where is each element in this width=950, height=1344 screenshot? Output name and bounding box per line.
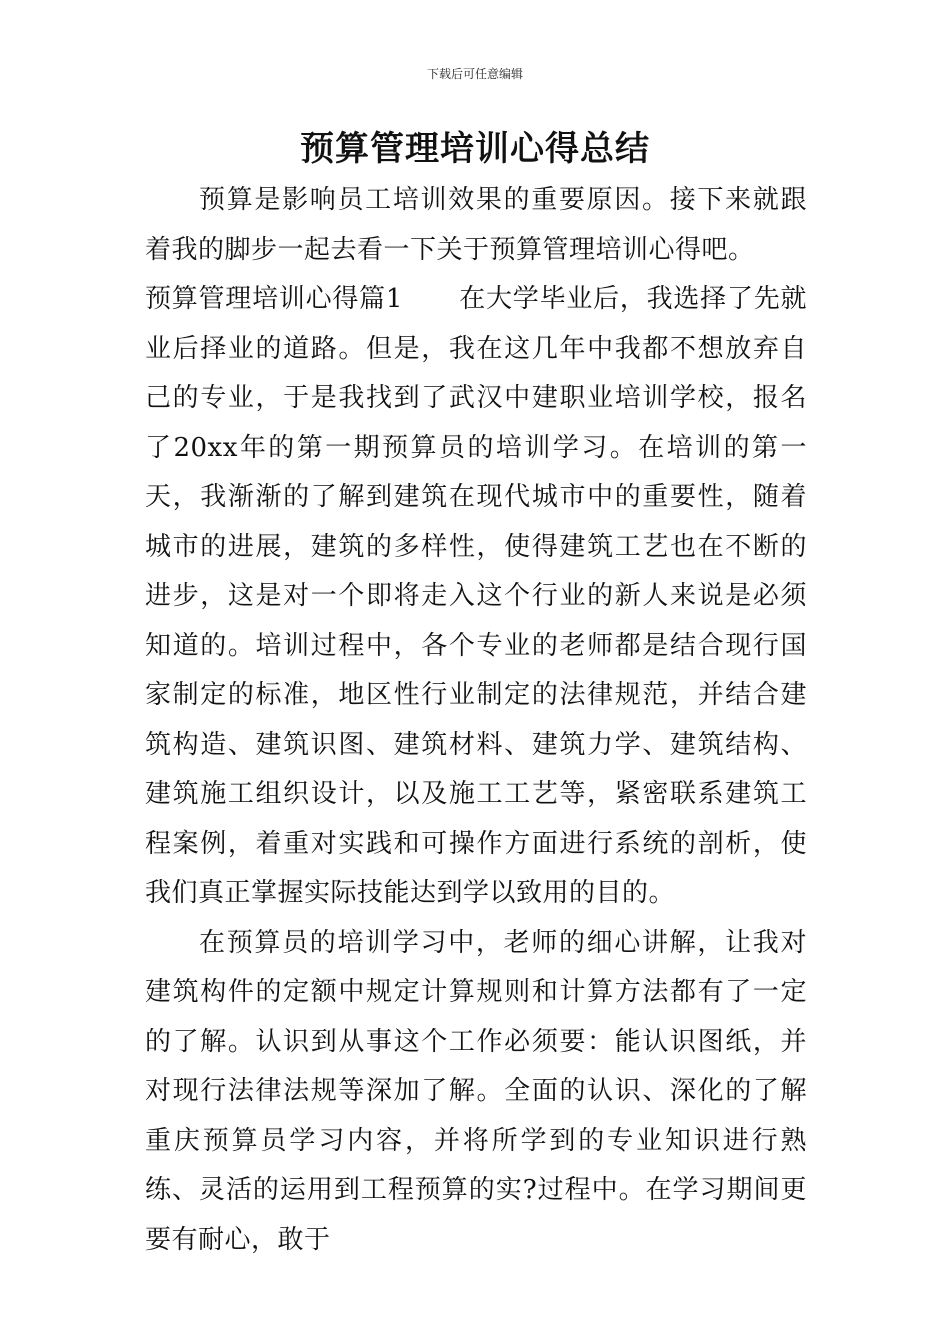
- document-title: 预算管理培训心得总结: [300, 129, 650, 169]
- header-note: 下载后可任意编辑: [426, 67, 523, 81]
- intro-paragraph: 预算是影响员工培训效果的重要原因。接下来就跟着我的脚步一起去看一下关于预算管理培训心得吧。: [145, 185, 807, 265]
- section-paragraph-1: [145, 275, 807, 919]
- section-heading: 预算管理培训心得篇1: [145, 284, 403, 314]
- document-body: [145, 176, 807, 1265]
- paragraph-1-text: 在大学毕业后，我选择了先就业后择业的道路。但是，我在这几年中我都不想放弃自己的专业，于是我找到了武汉中建职业培训学校，报名了20xx年的第一期预算员的培训学习。在培训的第一天，我渐渐的了解到建筑在现代城市中的重要性，随着城市的进展，建筑的多样性，使得建筑工艺也在不断的进步，这是对一个即将走入这个行业的新人来说是必须知道的。培训过程中，各个专业的老师都是结合现行国家制定的标准，地区性行业制定的法律规范，并结合建筑构造、建筑识图、建筑材料、建筑力学、建筑结构、建筑施工组织设计，以及施工工艺等，紧密联系建筑工程案例，着重对实践和可操作方面进行系统的剖析，使我们真正掌握实际技能达到学以致用的目的。: [145, 284, 807, 908]
- paragraph-2: 在预算员的培训学习中，老师的细心讲解，让我对建筑构件的定额中规定计算规则和计算方法都有了一定的了解。认识到从事这个工作必须要：能认识图纸，并对现行法律法规等深加了解。全面的认识、深化的了解重庆预算员学习内容，并将所学到的专业知识进行熟练、灵活的运用到工程预算的实?过程中。在学习期间更要有耐心，敢于: [145, 927, 807, 1255]
